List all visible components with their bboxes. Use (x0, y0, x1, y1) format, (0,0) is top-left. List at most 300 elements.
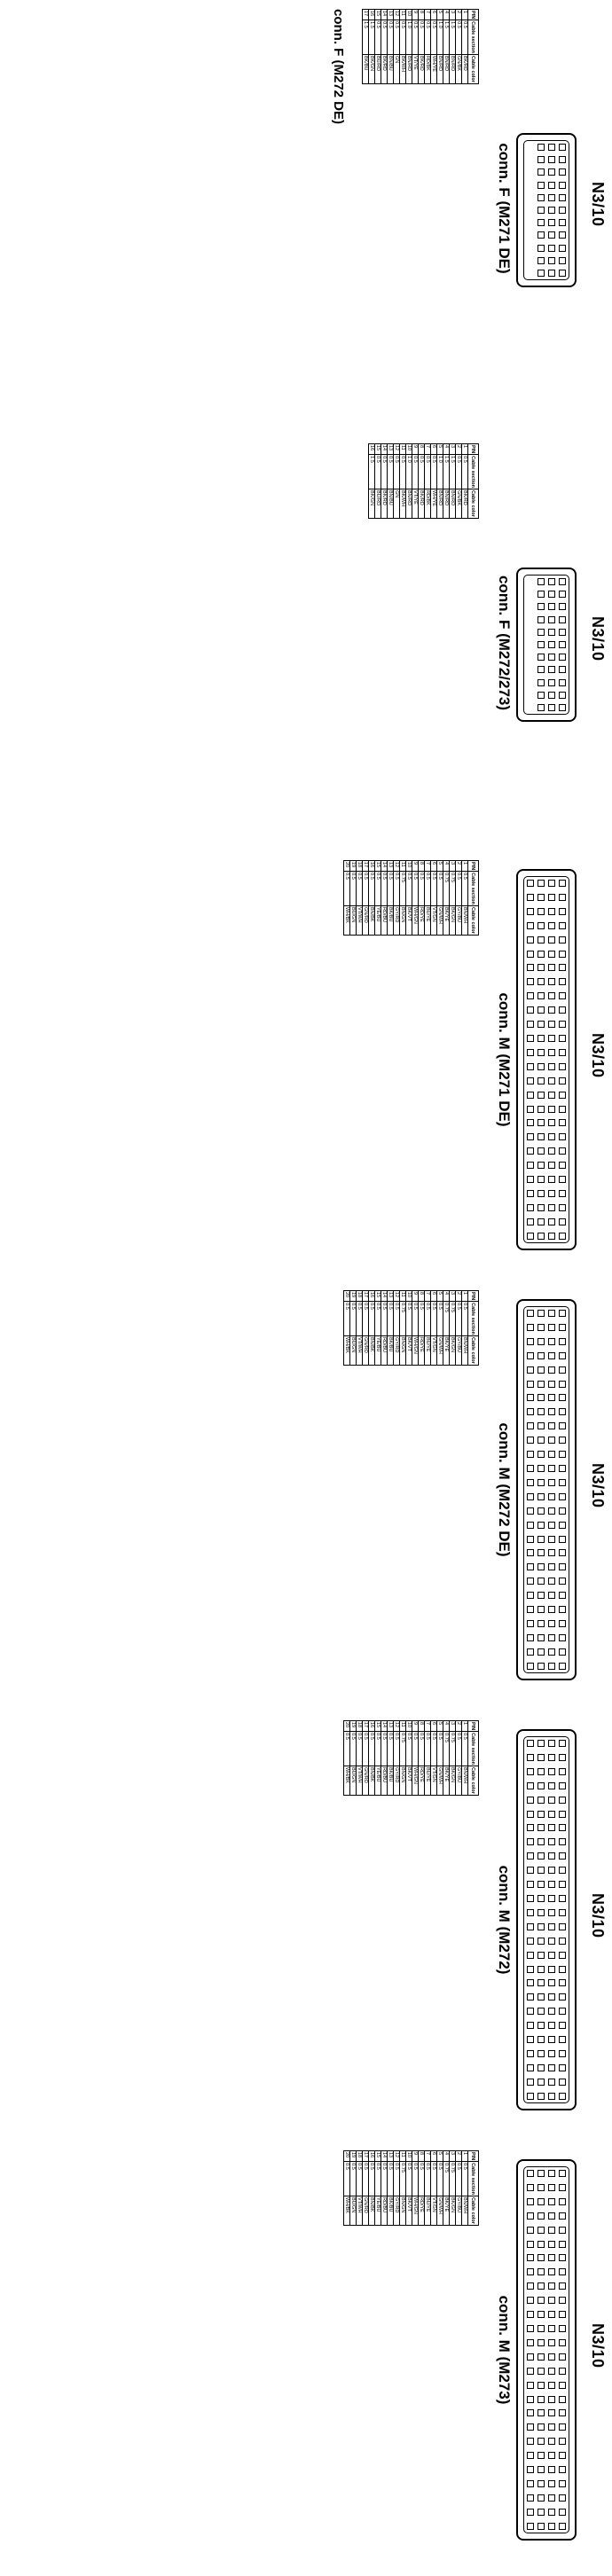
pin-socket (527, 1993, 534, 2001)
pin-socket (537, 2198, 545, 2205)
pin-socket (537, 2254, 545, 2261)
table-cell: 17 (363, 10, 369, 20)
pin-socket (537, 679, 545, 686)
pin-socket (527, 1740, 534, 1747)
table-cell: 0.5 (381, 20, 388, 55)
pin-socket (559, 2438, 566, 2445)
table-header-row (468, 861, 479, 936)
pin-socket (537, 1895, 545, 1902)
pin-socket (548, 2466, 555, 2473)
table-cell: VT/GN (431, 2196, 437, 2225)
column-header: Cable section (468, 1302, 479, 1336)
table-cell: BK/GN (369, 54, 375, 83)
table-cell: WH/GN (412, 905, 419, 935)
table-cell: BN/WH (462, 905, 468, 935)
pin-socket (537, 2409, 545, 2416)
pin-socket (559, 2254, 566, 2261)
table-cell: 17 (363, 861, 369, 872)
table-cell: 0.5 (350, 872, 357, 906)
pin-socket (559, 1049, 566, 1056)
pin-socket (559, 1021, 566, 1028)
pin-socket (527, 978, 534, 985)
pin-socket (537, 1106, 545, 1113)
table-cell: 0.5 (388, 1732, 394, 1766)
pin-socket (537, 2079, 545, 2086)
pin-socket (559, 1437, 566, 1444)
table-row (381, 10, 388, 84)
pin-socket (548, 1119, 555, 1126)
table-cell: BN/BU (388, 54, 394, 83)
pin-socket (548, 1233, 555, 1240)
table-cell: BK/BU (388, 1766, 394, 1795)
table-cell: 0.5 (400, 455, 406, 489)
table-cell: BN/BK (369, 905, 375, 935)
table-cell: 12 (394, 2151, 400, 2162)
table-cell: 0.5 (350, 1732, 357, 1766)
pin-socket (527, 2254, 534, 2261)
pin-socket (537, 1909, 545, 1916)
pin-socket (548, 1176, 555, 1183)
pin-socket (537, 144, 545, 151)
pin-socket (548, 2022, 555, 2029)
table-cell: BN/RD (450, 489, 456, 518)
table-cell: 0.5 (437, 1302, 443, 1336)
pin-socket (537, 654, 545, 661)
table-cell: 0.5 (419, 1732, 425, 1766)
connector-section (9, 1711, 612, 2128)
pin-socket (548, 1993, 555, 2001)
table-cell: 7 (425, 444, 431, 455)
table-cell: 15 (375, 1721, 381, 1732)
table-row (363, 861, 369, 936)
table-cell: 0.75 (450, 1732, 456, 1766)
table-cell: 6 (431, 10, 437, 20)
pin-socket (527, 1162, 534, 1169)
table-cell: 20 (344, 1291, 350, 1302)
table-row (381, 1291, 388, 1366)
pin-socket (527, 2452, 534, 2459)
pin-socket (548, 2008, 555, 2015)
table-cell: 2 (456, 1291, 462, 1302)
table-cell: 12 (394, 1721, 400, 1732)
table-cell: 2 (456, 1721, 462, 1732)
table-cell: 19 (350, 2151, 357, 2162)
pin-socket (559, 168, 566, 176)
table-cell: 0.75 (443, 872, 450, 906)
pin-socket (559, 880, 566, 887)
table-cell: 7 (425, 1291, 431, 1302)
pin-socket (537, 257, 545, 264)
table-row (425, 2151, 431, 2226)
table-row (425, 1291, 431, 1366)
pin-socket (548, 1204, 555, 1211)
table-row (431, 2151, 437, 2226)
pin-socket (527, 1648, 534, 1656)
table-cell: BN/WH (462, 1335, 468, 1365)
table-row (369, 1721, 375, 1796)
pin-socket (537, 880, 545, 887)
pin-socket (527, 1522, 534, 1529)
pin-socket (548, 2268, 555, 2275)
pin-socket (537, 1147, 545, 1155)
table-cell: 4 (443, 10, 450, 20)
pin-row (557, 2170, 566, 2530)
table-cell: 0.5 (412, 455, 419, 489)
pin-socket (537, 641, 545, 648)
table-cell: 5 (437, 10, 443, 20)
pin-socket (537, 992, 545, 999)
pin-socket (548, 2353, 555, 2361)
table-cell: 19 (350, 1291, 357, 1302)
pin-socket (527, 1867, 534, 1874)
table-cell: 6 (431, 444, 437, 455)
table-cell: BK/WH (400, 489, 406, 518)
table-cell: 19 (350, 1721, 357, 1732)
pin-socket (537, 1162, 545, 1169)
pin-socket (559, 1923, 566, 1930)
table-cell: 0.5 (388, 1302, 394, 1336)
table-cell: 0.5 (394, 872, 400, 906)
pin-socket (527, 1324, 534, 1331)
table-row (419, 1291, 425, 1366)
pin-socket (559, 1310, 566, 1317)
pin-socket (527, 1119, 534, 1126)
column-header: Cable section (468, 1732, 479, 1766)
pin-socket (527, 2325, 534, 2332)
pin-socket (559, 2452, 566, 2459)
pin-socket (527, 1176, 534, 1183)
table-cell: BN/RD (437, 54, 443, 83)
pin-socket (548, 1966, 555, 1973)
pin-socket (527, 1838, 534, 1845)
table-cell: 0.5 (425, 2162, 431, 2196)
pin-socket (559, 1451, 566, 1458)
table-cell: 1 (462, 861, 468, 872)
table-cell: 0.5 (375, 872, 381, 906)
table-cell: YE/BU (375, 1766, 381, 1795)
pin-socket (559, 1536, 566, 1543)
table-cell: 1.5 (443, 20, 450, 55)
pin-socket (527, 1021, 534, 1028)
pin-row (546, 1310, 555, 1670)
pin-socket (548, 1493, 555, 1500)
pin-socket (548, 1465, 555, 1472)
pin-socket (548, 1592, 555, 1599)
connector-title: conn. M (M272 DE) (496, 1422, 513, 1557)
table-cell: 0.5 (419, 20, 425, 55)
pin-socket (559, 704, 566, 711)
table-cell: BN/RD (443, 489, 450, 518)
pin-socket (559, 1754, 566, 1761)
pin-socket (548, 666, 555, 673)
table-cell: BK/GN (450, 1335, 456, 1365)
table-cell: 1 (462, 1721, 468, 1732)
pin-socket (559, 2079, 566, 2086)
table-cell: VT/WH (357, 905, 363, 935)
pin-socket (559, 1952, 566, 1959)
table-cell: 2 (456, 2151, 462, 2162)
column-header: PIN (468, 861, 479, 872)
pin-socket (548, 270, 555, 277)
table-cell: 0.5 (437, 872, 443, 906)
table-row (406, 861, 412, 936)
table-cell: 0.5 (381, 455, 388, 489)
pin-socket (527, 1218, 534, 1225)
pin-row (546, 578, 555, 711)
pin-socket (559, 2198, 566, 2205)
table-cell: GY/BU (456, 2196, 462, 2225)
pin-socket (527, 1408, 534, 1415)
pin-socket (527, 2022, 534, 2029)
table-cell: RD/BU (381, 1766, 388, 1795)
pin-socket (527, 2297, 534, 2304)
pin-socket (548, 2494, 555, 2502)
pin-socket (527, 2311, 534, 2318)
pin-socket (559, 2382, 566, 2389)
pin-socket (548, 1077, 555, 1084)
table-row (443, 1291, 450, 1366)
pin-row (536, 144, 545, 277)
table-cell: 0.5 (394, 455, 400, 489)
pin-socket (548, 1797, 555, 1804)
pin-socket (548, 2325, 555, 2332)
table-cell: 0.5 (394, 1732, 400, 1766)
table-row (369, 861, 375, 936)
pin-assignment-table (343, 1290, 479, 1366)
pin-socket (559, 1938, 566, 1945)
pin-socket (548, 2227, 555, 2234)
pin-socket (537, 1634, 545, 1641)
ecu-code-label: N3/10 (589, 1033, 607, 1078)
pin-socket (559, 1740, 566, 1747)
table-cell: RD/YE (419, 905, 425, 935)
pin-socket (537, 2325, 545, 2332)
table-cell: GY/RD (394, 2196, 400, 2225)
table-cell: 16 (369, 861, 375, 872)
table-cell: 12 (394, 10, 400, 20)
table-row (450, 2151, 456, 2226)
table-cell: 0.5 (381, 872, 388, 906)
table-row (357, 1721, 363, 1796)
pin-socket (559, 894, 566, 901)
pin-socket (559, 2282, 566, 2290)
pin-socket (537, 1578, 545, 1585)
pin-socket (527, 1035, 534, 1042)
pin-socket (559, 1895, 566, 1902)
table-row (406, 10, 412, 84)
pin-socket (537, 1092, 545, 1099)
table-cell: 8 (419, 444, 425, 455)
table-cell: 3 (450, 1721, 456, 1732)
pin-socket (527, 1352, 534, 1359)
table-header-row (468, 1291, 479, 1366)
pin-socket (527, 2184, 534, 2191)
pin-row (525, 2170, 534, 2530)
table-row (357, 861, 363, 936)
table-cell: GN/WH (437, 1766, 443, 1795)
table-cell: 11 (400, 1291, 406, 1302)
pin-socket (548, 692, 555, 699)
column-header: PIN (468, 10, 479, 20)
ecu-code-label: N3/10 (589, 1463, 607, 1508)
pin-socket (559, 1563, 566, 1570)
pin-socket (527, 2423, 534, 2431)
table-cell: 0.5 (388, 2162, 394, 2196)
table-row (437, 1291, 443, 1366)
pin-socket (559, 2064, 566, 2071)
pin-socket (559, 2339, 566, 2346)
pin-row (525, 880, 534, 1240)
table-cell: 0.5 (412, 1732, 419, 1766)
pin-socket (537, 1021, 545, 1028)
pin-socket (527, 1479, 534, 1486)
table-cell: BU/RD (375, 489, 381, 518)
pin-socket (537, 1408, 545, 1415)
pin-socket (537, 1592, 545, 1599)
pin-socket (537, 1966, 545, 1973)
pin-socket (537, 2382, 545, 2389)
table-row (375, 10, 381, 84)
table-cell: YE/BU (375, 1335, 381, 1365)
pin-socket (537, 2452, 545, 2459)
pin-socket (548, 219, 555, 226)
table-cell: 0.5 (369, 872, 375, 906)
table-cell: 0.5 (369, 1302, 375, 1336)
table-cell: BU/GN (350, 1766, 357, 1795)
pin-socket (537, 1190, 545, 1197)
table-row (437, 444, 443, 519)
pin-socket (559, 156, 566, 163)
pin-socket (537, 1648, 545, 1656)
pin-socket (537, 2184, 545, 2191)
pin-socket (537, 2241, 545, 2248)
pin-socket (548, 2254, 555, 2261)
table-cell: 7 (425, 1721, 431, 1732)
pin-socket (527, 1606, 534, 1613)
table-cell: 0.5 (456, 2162, 462, 2196)
pin-socket (548, 1352, 555, 1359)
table-cell: 1.5 (369, 20, 375, 55)
table-cell: 5 (437, 444, 443, 455)
table-cell: 1.0 (406, 20, 412, 55)
pin-socket (559, 603, 566, 610)
pin-socket (537, 1049, 545, 1056)
pin-socket (559, 591, 566, 598)
pin-socket (548, 704, 555, 711)
pin-socket (537, 2093, 545, 2100)
pin-socket (537, 219, 545, 226)
table-cell: 1.0 (437, 20, 443, 55)
table-cell: 0.5 (437, 2162, 443, 2196)
pin-socket (537, 1536, 545, 1543)
pin-socket (559, 1592, 566, 1599)
table-cell: GY/BU (456, 1335, 462, 1365)
pin-socket (548, 1768, 555, 1775)
table-cell: 2 (456, 861, 462, 872)
table-cell: 0.5 (462, 20, 468, 55)
pin-socket (559, 2022, 566, 2029)
table-cell: RD/BU (381, 905, 388, 935)
small-connector-diagram (516, 133, 577, 287)
table-row (388, 861, 394, 936)
column-header: Cable color (468, 54, 479, 83)
pin-socket (559, 692, 566, 699)
pin-socket (527, 2093, 534, 2100)
pin-socket (537, 1663, 545, 1670)
table-cell: GN (394, 54, 400, 83)
table-cell: 0.5 (394, 2162, 400, 2196)
table-cell: BN/GN (400, 2196, 406, 2225)
table-cell: GN/WH (437, 2196, 443, 2225)
pin-socket (559, 1852, 566, 1860)
pin-socket (527, 1366, 534, 1374)
pin-socket (527, 2036, 534, 2043)
pin-socket (537, 245, 545, 252)
pin-socket (548, 1979, 555, 1986)
pin-socket (527, 1979, 534, 1986)
pin-socket (527, 1881, 534, 1888)
table-cell: VT/GN (431, 1766, 437, 1795)
pin-socket (537, 1233, 545, 1240)
table-cell: 5 (437, 1721, 443, 1732)
table-cell: 11 (400, 10, 406, 20)
table-cell: BN/WH (462, 2196, 468, 2225)
table-cell: 7 (425, 861, 431, 872)
table-cell: 0.5 (388, 20, 394, 55)
table-row (443, 861, 450, 936)
pin-socket (548, 2170, 555, 2177)
table-cell: 0.5 (412, 872, 419, 906)
table-cell: 9 (412, 10, 419, 20)
table-cell: 0.5 (375, 1302, 381, 1336)
table-cell: 0.5 (431, 20, 437, 55)
table-row (425, 10, 431, 84)
pin-socket (559, 182, 566, 189)
pin-socket (548, 2423, 555, 2431)
pin-socket (527, 1381, 534, 1388)
table-row (400, 444, 406, 519)
pin-socket (559, 1366, 566, 1374)
table-cell: 18 (357, 861, 363, 872)
table-cell: BK/GN (450, 1766, 456, 1795)
table-cell: BK/GN (369, 489, 375, 518)
table-cell: 8 (419, 2151, 425, 2162)
table-row (425, 861, 431, 936)
table-cell: 0.5 (425, 1302, 431, 1336)
pin-socket (548, 2212, 555, 2220)
pin-socket (537, 2438, 545, 2445)
pin-socket (548, 2311, 555, 2318)
pin-socket (527, 1147, 534, 1155)
table-cell: BN/GN (400, 1335, 406, 1365)
pin-socket (527, 1133, 534, 1140)
pin-row (536, 578, 545, 711)
pin-socket (559, 1162, 566, 1169)
pin-socket (537, 978, 545, 985)
table-row (375, 2151, 381, 2226)
table-header-row (468, 444, 479, 519)
pin-socket (527, 2339, 534, 2346)
pin-socket (527, 2198, 534, 2205)
pin-socket (537, 1952, 545, 1959)
table-cell: 13 (388, 861, 394, 872)
pin-socket (527, 1493, 534, 1500)
pin-socket (559, 144, 566, 151)
pin-socket (548, 1479, 555, 1486)
pin-socket (548, 1895, 555, 1902)
table-cell: 8 (419, 1721, 425, 1732)
table-cell: 0.5 (425, 1732, 431, 1766)
